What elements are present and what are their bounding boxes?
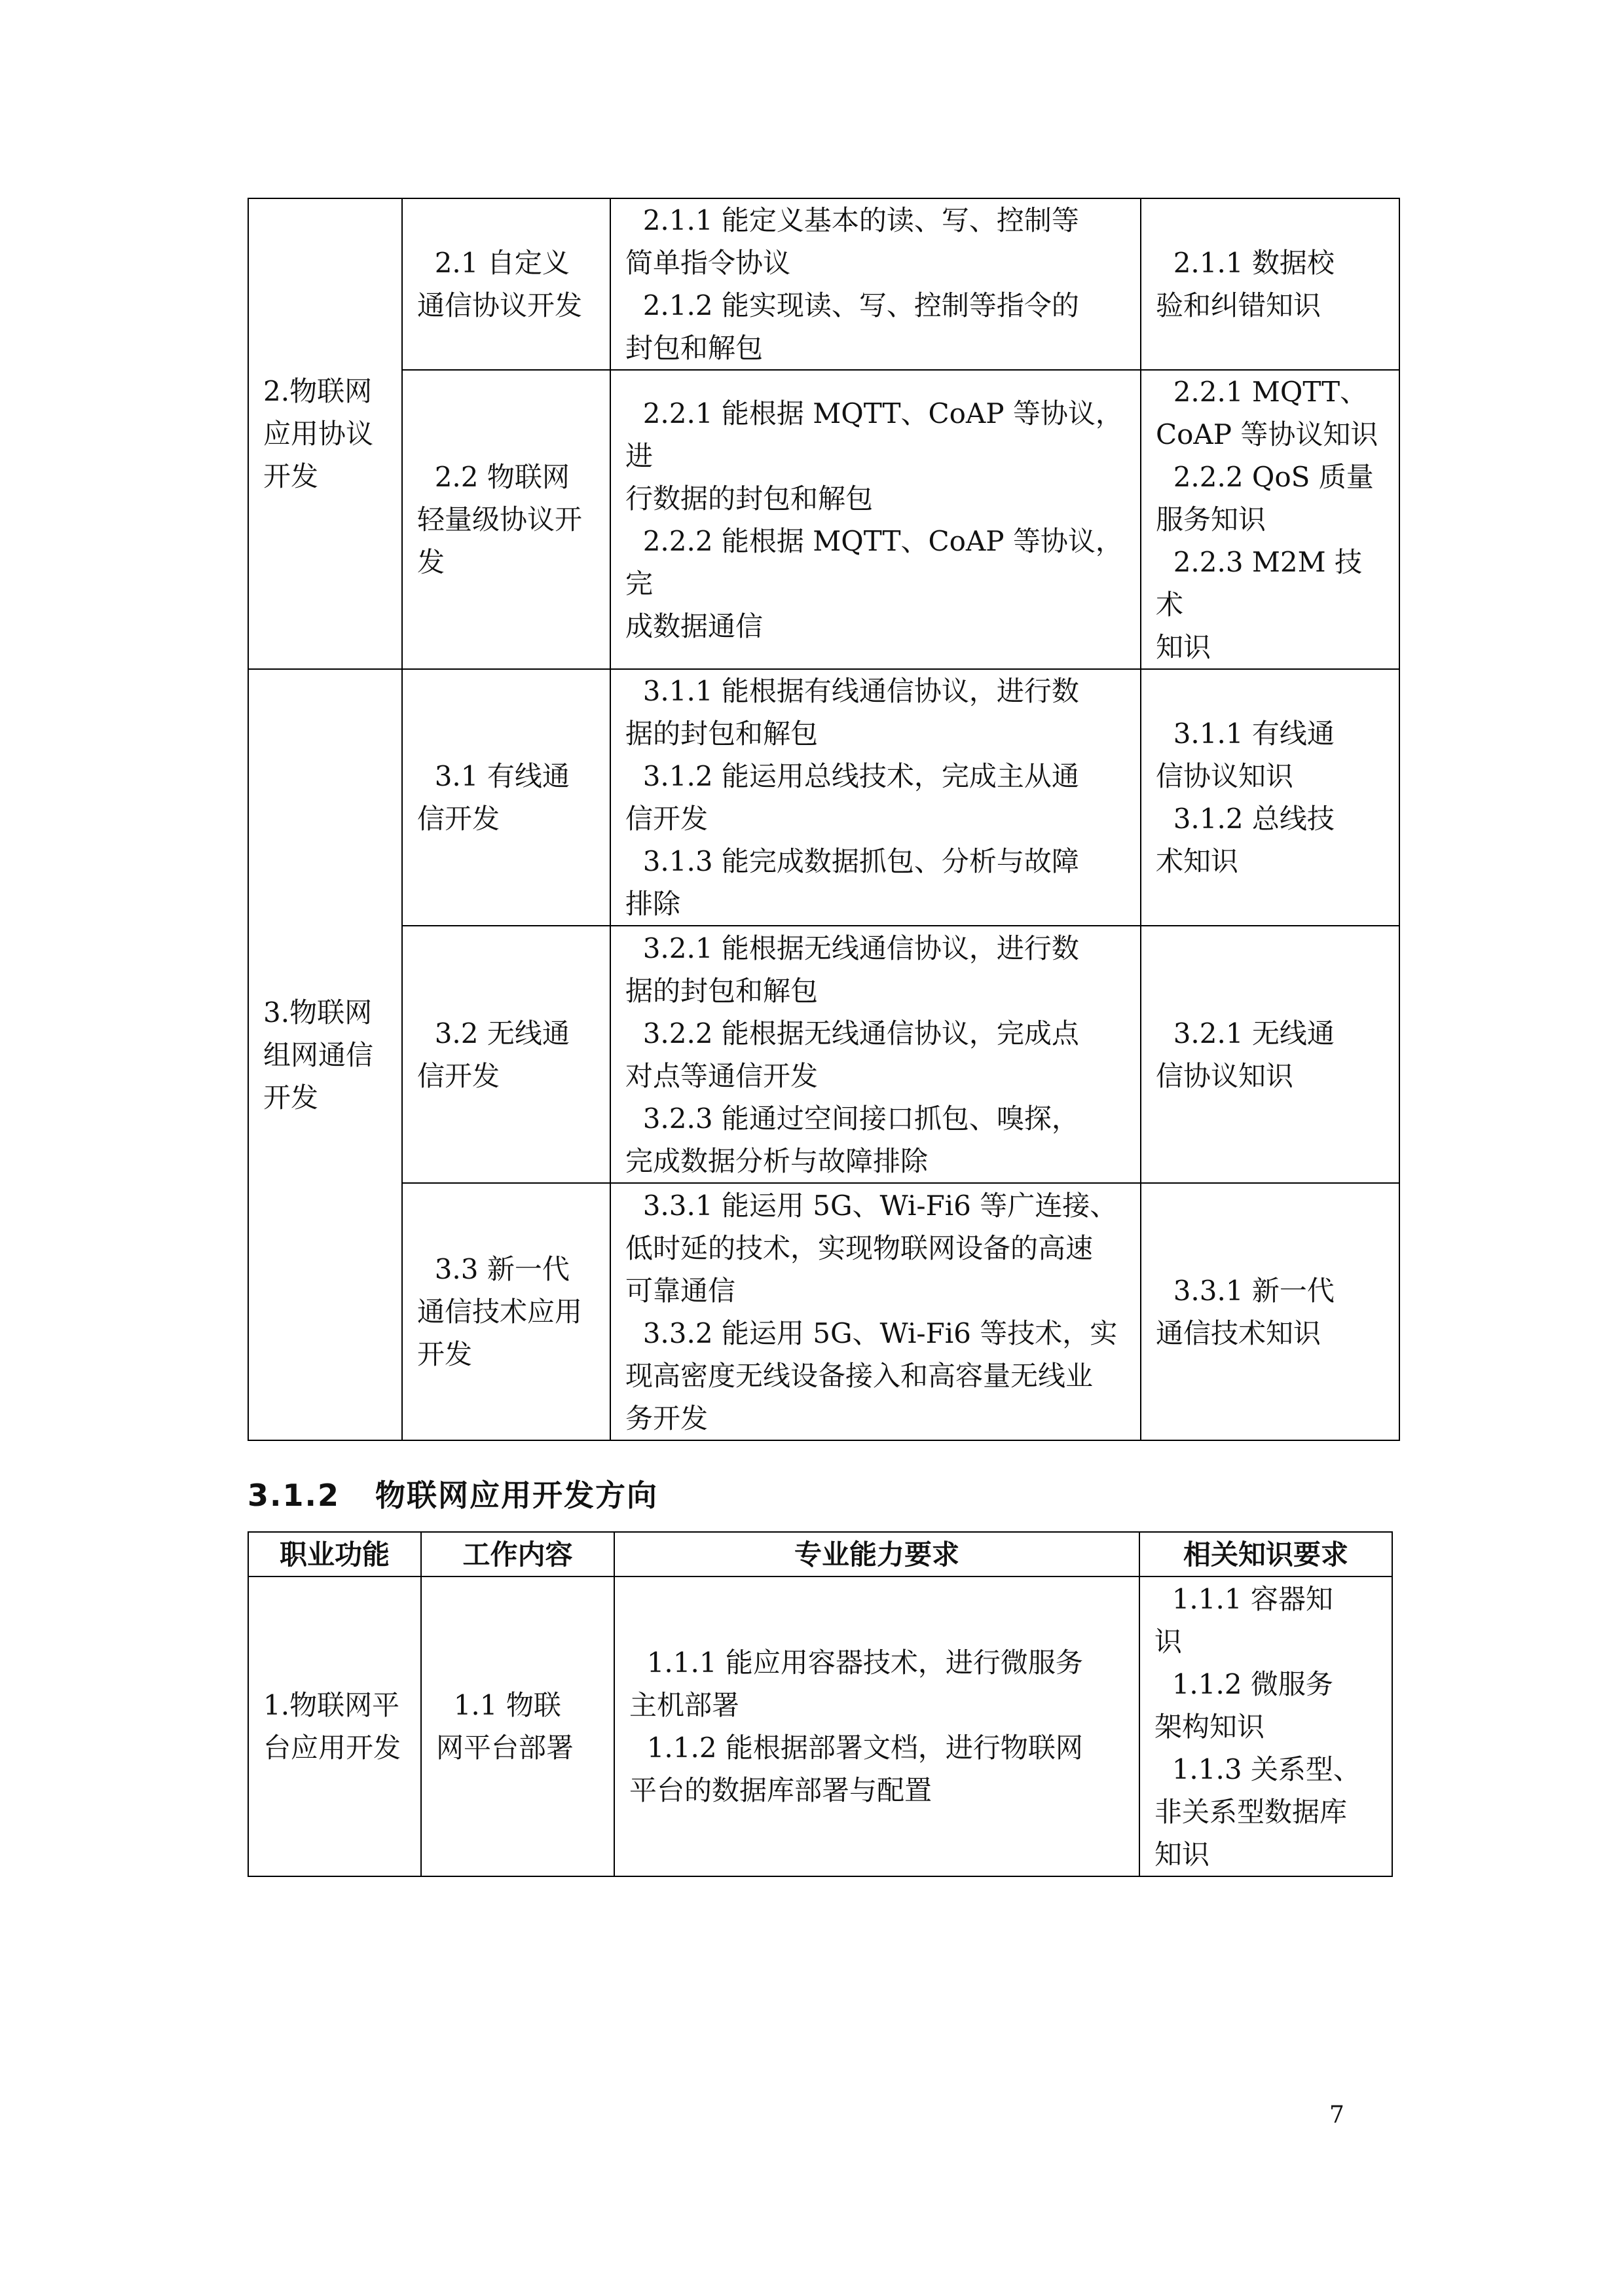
function-cell: 3.物联网 组网通信 开发 [248,669,402,1440]
competency-table [248,1531,1393,1877]
skills-cell: 3.2.1 能根据无线通信协议，进行数 据的封包和解包 3.2.2 能根据无线通信协议，完成点 对点等通信开发 3.2.3 能通过空间接口抓包、嗅探， 完成数据分析与故障排除 [610,926,1141,1183]
page-number: 7 [1329,2102,1344,2128]
skills-cell: 1.1.1 能应用容器技术，进行微服务 主机部署 1.1.2 能根据部署文档，进行物联网 平台的数据库部署与配置 [614,1576,1139,1876]
content-cell: 3.3 新一代 通信技术应用 开发 [402,1183,610,1440]
knowledge-cell: 3.2.1 无线通 信协议知识 [1141,926,1399,1183]
table-row [248,669,1399,926]
skills-cell: 2.1.1 能定义基本的读、写、控制等 简单指令协议 2.1.2 能实现读、写、控制等指令的 封包和解包 [610,198,1141,370]
column-header: 职业功能 [248,1532,421,1576]
content-cell: 1.1 物联 网平台部署 [421,1576,614,1876]
skills-cell: 3.3.1 能运用 5G、Wi-Fi6 等广连接、 低时延的技术，实现物联网设备的高速 可靠通信 3.3.2 能运用 5G、Wi-Fi6 等技术，实 现高密度无线设备接入和高容量无线业 务开发 [610,1183,1141,1440]
knowledge-cell: 2.1.1 数据校 验和纠错知识 [1141,198,1399,370]
knowledge-cell: 3.3.1 新一代 通信技术知识 [1141,1183,1399,1440]
knowledge-cell: 1.1.1 容器知 识 1.1.2 微服务 架构知识 1.1.3 关系型、 非关系型数据库 知识 [1139,1576,1392,1876]
column-header: 相关知识要求 [1139,1532,1392,1576]
skills-cell: 2.2.1 能根据 MQTT、CoAP 等协议，进 行数据的封包和解包 2.2.2 能根据 MQTT、CoAP 等协议，完 成数据通信 [610,370,1141,669]
content-cell: 2.2 物联网 轻量级协议开 发 [402,370,610,669]
table-row [248,1183,1399,1440]
content-cell: 3.1 有线通 信开发 [402,669,610,926]
section-title: 物联网应用开发方向 [375,1478,659,1513]
column-header: 工作内容 [421,1532,614,1576]
content-cell: 3.2 无线通 信开发 [402,926,610,1183]
knowledge-cell: 2.2.1 MQTT、 CoAP 等协议知识 2.2.2 QoS 质量 服务知识 2.2.3 M2M 技术 知识 [1141,370,1399,669]
table-row [248,926,1399,1183]
content-cell: 2.1 自定义 通信协议开发 [402,198,610,370]
section-number: 3.1.2 [248,1478,340,1513]
table-row [248,198,1399,370]
table-header-row [248,1532,1392,1576]
section-heading [248,1472,658,1515]
knowledge-cell: 3.1.1 有线通 信协议知识 3.1.2 总线技 术知识 [1141,669,1399,926]
function-cell: 1.物联网平 台应用开发 [248,1576,421,1876]
table-row [248,370,1399,669]
table-row [248,1576,1392,1876]
column-header: 专业能力要求 [614,1532,1139,1576]
competency-table-continued [248,198,1400,1441]
skills-cell: 3.1.1 能根据有线通信协议，进行数 据的封包和解包 3.1.2 能运用总线技术，完成主从通 信开发 3.1.3 能完成数据抓包、分析与故障 排除 [610,669,1141,926]
function-cell: 2.物联网 应用协议 开发 [248,198,402,669]
